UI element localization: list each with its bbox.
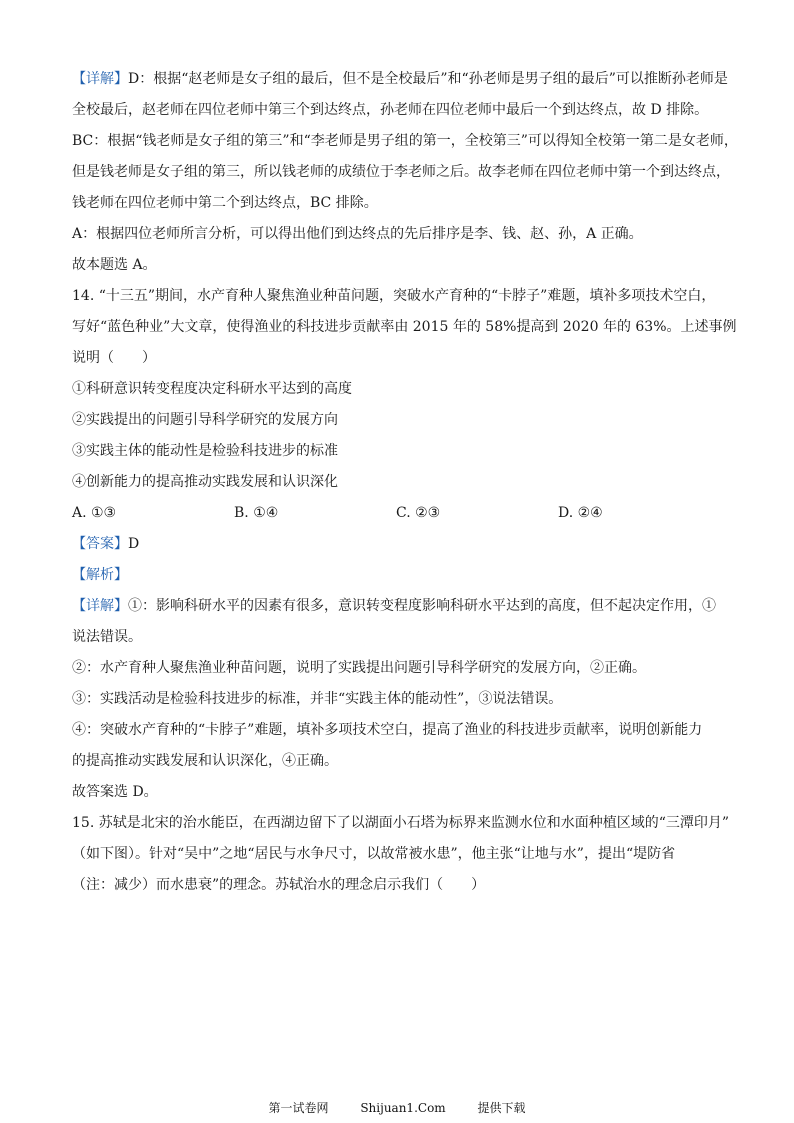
q15-stem-line-2: （如下图）。针对“吴中”之地“居民与水争尺寸，以故常被水患”，他主张“让地与水”，提出“堤防省 — [72, 846, 676, 862]
footer-download: 提供下载 — [477, 1101, 526, 1115]
q14-item-3: ③实践主体的能动性是检验科技进步的标准 — [72, 443, 338, 459]
q13-conclusion: 故本题选 A。 — [72, 257, 157, 273]
q13-detail-line-3: BC：根据“钱老师是女子组的第三”和“李老师是男子组的第一，全校第三”可以得知全校第一第二是女老师， — [72, 133, 738, 149]
q14-stem-line-3: 说明（ ） — [72, 350, 156, 366]
q14-answer — [72, 529, 732, 560]
q14-stem-line-2: 写好“蓝色种业”大文章，使得渔业的科技进步贡献率由 2015 年的 58%提高到 2020 年的 63%。上述事例 — [72, 319, 737, 335]
q13-detail-line-4: 但是钱老师是女子组的第三，所以钱老师的成绩位于李老师之后。故李老师在四位老师中第一个到达终点， — [72, 164, 730, 180]
page-footer — [0, 1099, 794, 1116]
detail-tag: 【详解】 — [72, 598, 128, 614]
document-body — [72, 64, 738, 901]
footer-site-name: 第一试卷网 — [268, 1101, 329, 1115]
q14-options — [72, 498, 732, 529]
answer-tag: 【答案】 — [72, 536, 128, 552]
q14-detail-line-6: 的提高推动实践发展和认识深化，④正确。 — [72, 753, 338, 769]
q14-conclusion: 故答案选 D。 — [72, 784, 158, 800]
q13-detail-line-1: 【详解】D：根据“赵老师是女子组的最后，但不是全校最后”和“孙老师是男子组的最后”可以推断孙老师是 — [72, 71, 728, 87]
option-a: A. ①③ — [72, 505, 117, 521]
q13-detail-line-6: A：根据四位老师所言分析，可以得出他们到达终点的先后排序是李、钱、赵、孙，A 正确。 — [72, 226, 643, 242]
option-d: D. ②④ — [558, 505, 603, 521]
q13-detail-line-5: 钱老师在四位老师中第二个到达终点，BC 排除。 — [72, 195, 378, 211]
q14-stem-line-1: 14. “十三五”期间，水产育种人聚焦渔业种苗问题，突破水产育种的“卡脖子”难题，填补多项技术空白， — [72, 288, 716, 304]
q14-detail-line-2: 说法错误。 — [72, 629, 142, 645]
q14-item-1: ①科研意识转变程度决定科研水平达到的高度 — [72, 381, 352, 397]
q14-item-4: ④创新能力的提高推动实践发展和认识深化 — [72, 474, 338, 490]
detail-tag: 【详解】 — [72, 71, 128, 87]
q15-stem-line-3: （注：减少）而水患衰”的理念。苏轼治水的理念启示我们（ ） — [72, 877, 486, 893]
q15-stem-line-1: 15. 苏轼是北宋的治水能臣，在西湖边留下了以湖面小石塔为标界来监测水位和水面种植区域的“三潭印月” — [72, 815, 730, 831]
footer-site-url[interactable]: Shijuan1.Com — [360, 1101, 446, 1115]
q14-detail-line-3: ②：水产育种人聚焦渔业种苗问题，说明了实践提出问题引导科学研究的发展方向，②正确。 — [72, 660, 646, 676]
q14-detail-line-1: 【详解】①：影响科研水平的因素有很多，意识转变程度影响科研水平达到的高度，但不起决定作用，① — [72, 598, 716, 614]
option-b: B. ①④ — [234, 505, 279, 521]
q14-detail-line-5: ④：突破水产育种的“卡脖子”难题，填补多项技术空白，提高了渔业的科技进步贡献率，说明创新能力 — [72, 722, 703, 738]
q14-item-2: ②实践提出的问题引导科学研究的发展方向 — [72, 412, 338, 428]
q14-analysis-heading — [72, 560, 732, 591]
q14-detail-line-4: ③：实践活动是检验科技进步的标准，并非“实践主体的能动性”，③说法错误。 — [72, 691, 563, 707]
answer-value: D — [128, 536, 140, 552]
q13-detail-line-2: 全校最后，赵老师在四位老师中第三个到达终点，孙老师在四位老师中最后一个到达终点，故 D 排除。 — [72, 102, 709, 118]
option-c: C. ②③ — [396, 505, 441, 521]
analysis-tag: 【解析】 — [72, 567, 128, 583]
